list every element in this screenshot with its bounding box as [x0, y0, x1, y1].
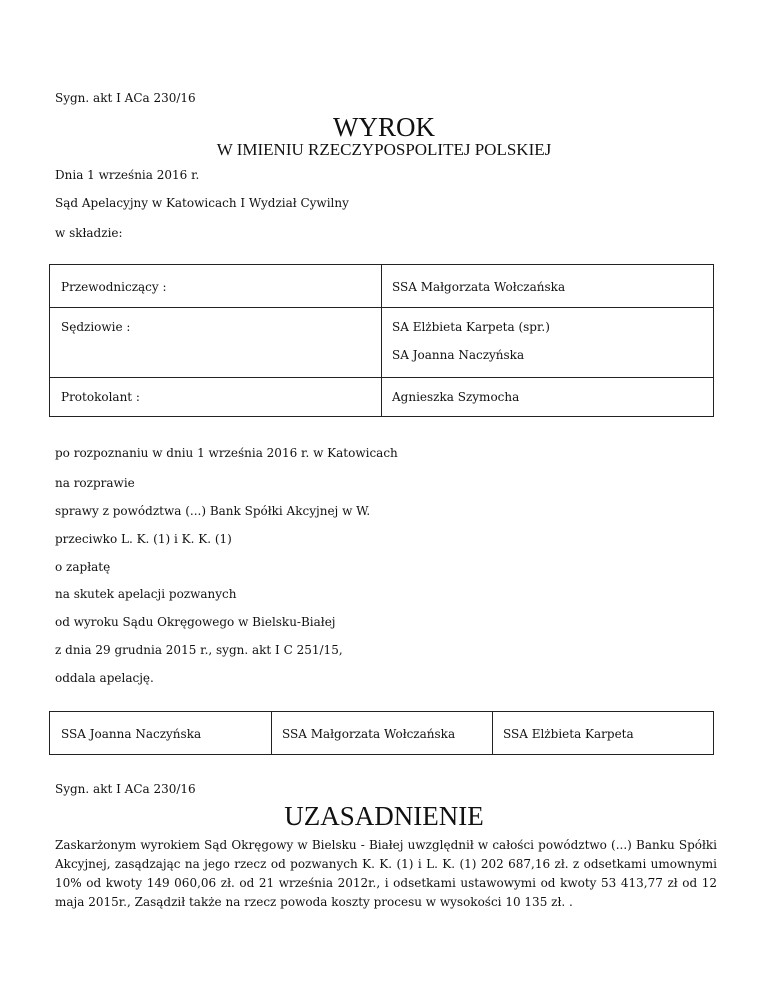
body-line: oddala apelację. [55, 671, 154, 685]
judge-2: SA Joanna Naczyńska [392, 348, 525, 362]
clerk-name: Agnieszka Szymocha [392, 390, 520, 404]
signature-3: SSA Elżbieta Karpeta [503, 727, 634, 741]
body-line: przeciwko L. K. (1) i K. K. (1) [55, 532, 232, 546]
case-ref-top: Sygn. akt I ACa 230/16 [55, 91, 196, 105]
justification-title: UZASADNIENIE [284, 801, 484, 831]
case-ref-justification: Sygn. akt I ACa 230/16 [55, 782, 196, 796]
signatures-table [49, 711, 714, 755]
signature-divider [492, 712, 493, 754]
chair-name: SSA Małgorzata Wołczańska [392, 280, 566, 294]
court-name: Sąd Apelacyjny w Katowicach I Wydział Cywilny [55, 196, 349, 210]
body-line: na skutek apelacji pozwanych [55, 587, 237, 601]
composition-label: w składzie: [55, 226, 123, 240]
justification-paragraph: Zaskarżonym wyrokiem Sąd Okręgowy w Bielsku - Białej uwzględnił w całości powództwo (...) Banku Spółki Akcyjnej, zasądzając na jego rzecz od pozwanych K. K. (1) i L. K. (1) 202 687,16 zł. z odsetkami umownymi 10% od kwoty 149 060,06 zł. od 21 września 2012r., i odsetkami ustawowymi od kwoty 53 413,77 zł od 12 maja 2015r., Zasądził także na rzecz powoda koszty procesu w wysokości 10 135 zł. . [55, 838, 717, 909]
signature-1: SSA Joanna Naczyńska [61, 727, 202, 741]
body-line: na rozprawie [55, 476, 135, 490]
panel-divider [381, 265, 382, 416]
panel-row-divider-2 [50, 377, 713, 378]
chair-label: Przewodniczący : [61, 280, 167, 294]
body-line: od wyroku Sądu Okręgowego w Bielsku-Białej [55, 615, 336, 629]
body-line: z dnia 29 grudnia 2015 r., sygn. akt I C 251/15, [55, 643, 343, 657]
verdict-subtitle: W IMIENIU RZECZYPOSPOLITEJ POLSKIEJ [216, 140, 552, 159]
signature-2: SSA Małgorzata Wołczańska [282, 727, 456, 741]
signature-divider [271, 712, 272, 754]
panel-table [49, 264, 714, 417]
body-line: po rozpoznaniu w dniu 1 września 2016 r. w Katowicach [55, 446, 398, 460]
clerk-label: Protokolant : [61, 390, 140, 404]
body-line: o zapłatę [55, 560, 111, 574]
body-line: sprawy z powództwa (...) Bank Spółki Akcyjnej w W. [55, 504, 371, 518]
verdict-title: WYROK [333, 112, 435, 142]
panel-row-divider-1 [50, 307, 713, 308]
judges-label: Sędziowie : [61, 320, 131, 334]
judge-1: SA Elżbieta Karpeta (spr.) [392, 320, 550, 334]
verdict-date: Dnia 1 września 2016 r. [55, 168, 200, 182]
